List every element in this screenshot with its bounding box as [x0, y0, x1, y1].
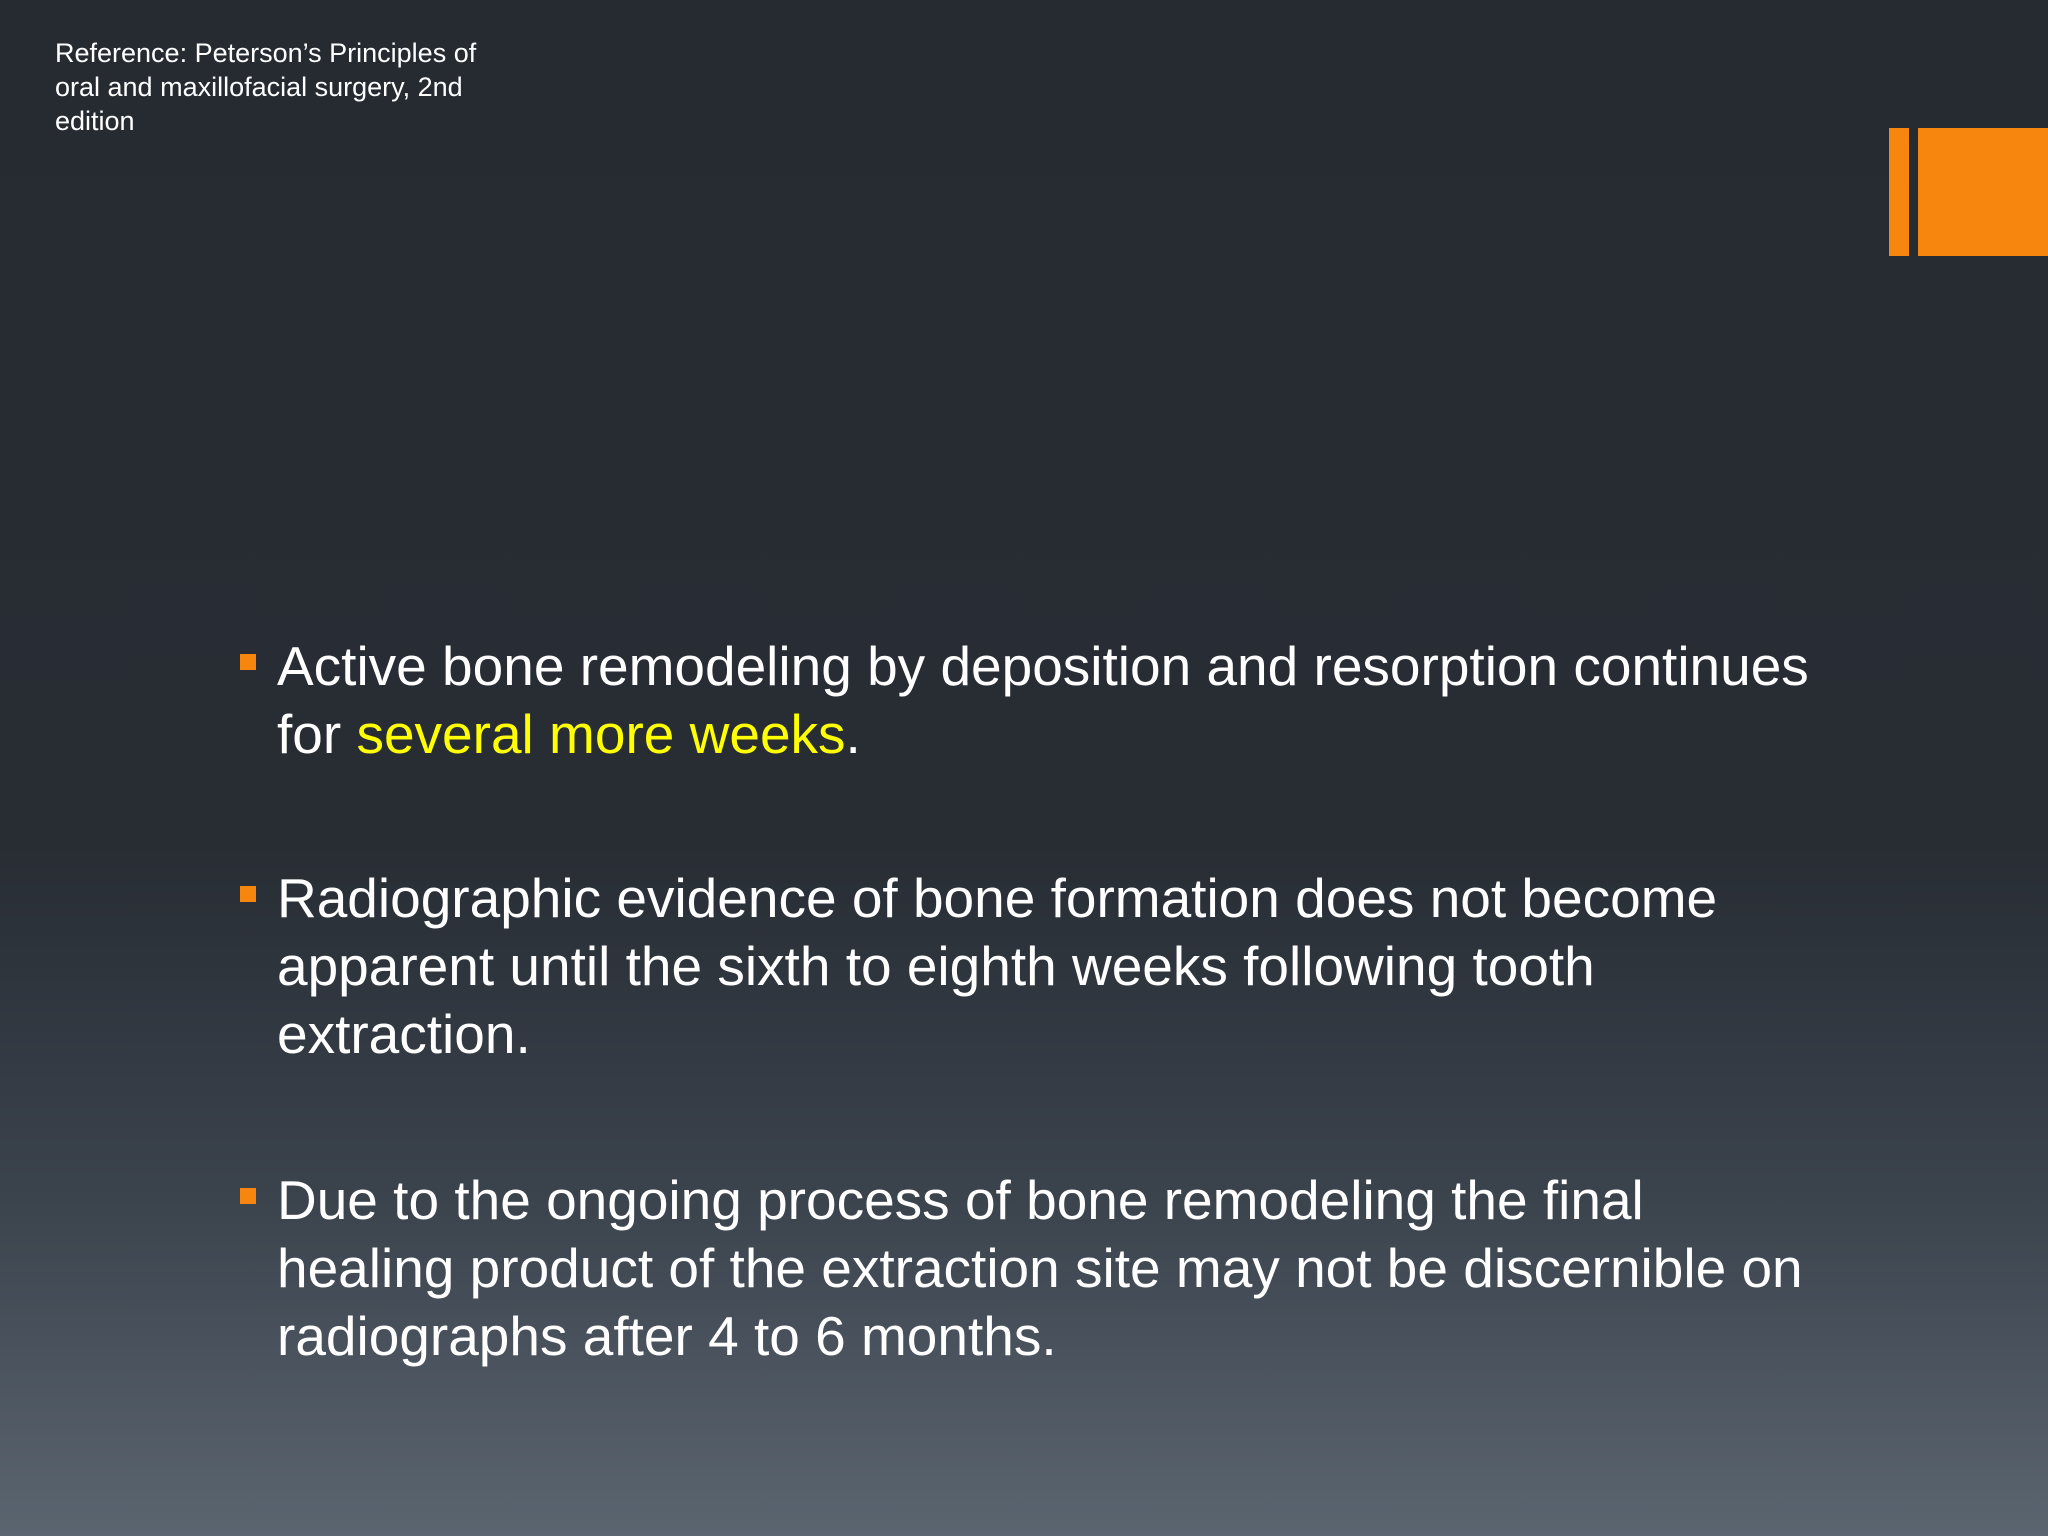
- square-bullet-icon: [240, 886, 256, 902]
- bullet-text-after: .: [845, 703, 861, 765]
- bullet-item: [240, 632, 1820, 768]
- reference-note: Reference: Peterson’s Principles of oral and maxillofacial surgery, 2nd edition: [55, 38, 477, 136]
- bullet-text: Due to the ongoing process of bone remodeling the final healing product of the extraction site may not be discernible on radiographs after 4 to 6 months.: [277, 1169, 1803, 1367]
- bullet-text: Radiographic evidence of bone formation does not become apparent until the sixth to eighth weeks following tooth extraction.: [277, 867, 1718, 1065]
- square-bullet-icon: [240, 1188, 256, 1204]
- bullet-item: [240, 864, 1820, 1068]
- bullet-text: [277, 632, 1820, 768]
- highlighted-text: several more weeks: [356, 703, 846, 765]
- square-bullet-icon: [240, 654, 256, 670]
- bullet-text-before: Active bone remodeling by deposition and resorption continues for: [277, 635, 1809, 765]
- bullet-item: [240, 1166, 1820, 1370]
